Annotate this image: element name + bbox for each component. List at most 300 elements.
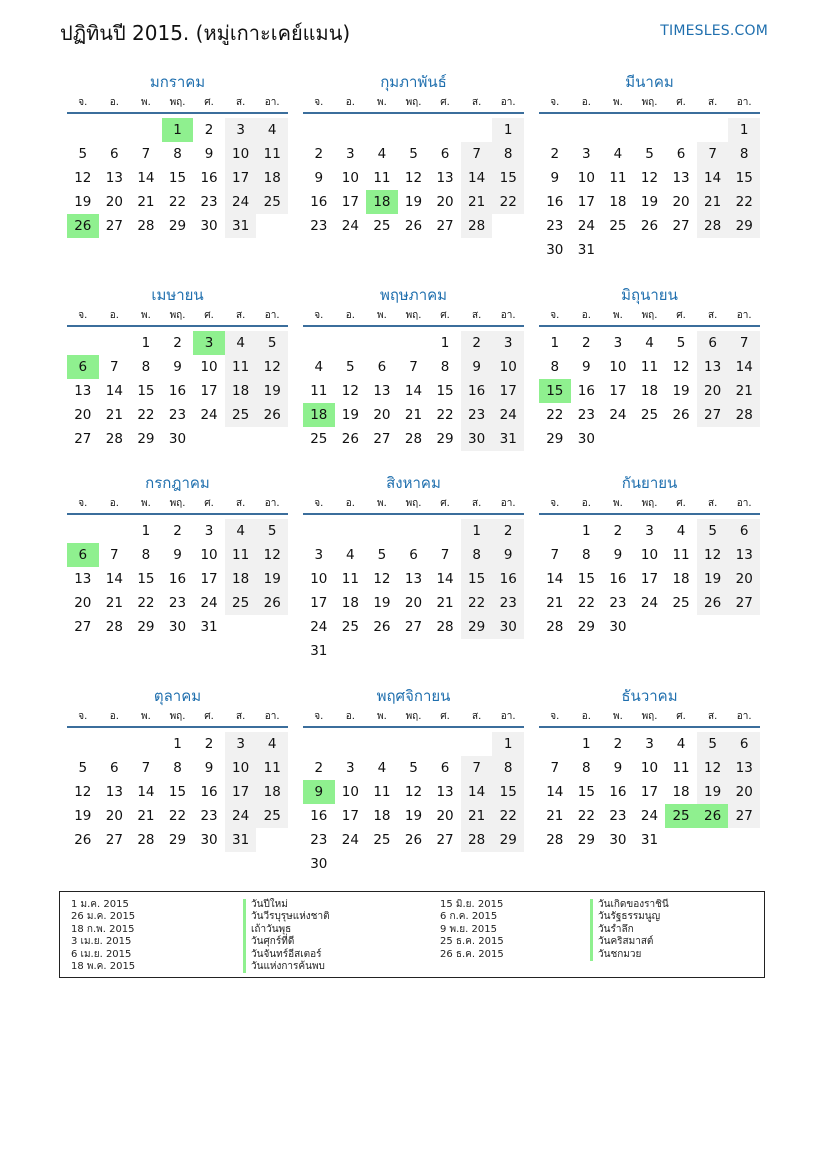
weekday-label: อา. (736, 711, 752, 722)
day-cell: 18 (256, 780, 288, 804)
day-cell: 22 (728, 190, 760, 214)
day-cell: 20 (728, 567, 760, 591)
day-cell: 25 (609, 218, 627, 234)
day-cell: 19 (697, 780, 729, 804)
legend-holiday-name: วันคริสมาสต์ (590, 936, 669, 948)
day-cell: 14 (436, 571, 454, 587)
day-cell: 17 (640, 571, 659, 587)
day-cell: 16 (492, 567, 524, 591)
day-cell: 19 (373, 595, 391, 611)
weekday-label: จ. (78, 310, 88, 321)
day-cell: 22 (137, 407, 155, 423)
day-cell: 21 (105, 595, 123, 611)
day-cell: 9 (173, 359, 182, 375)
month-name: กันยายน (621, 474, 678, 492)
day-cell: 21 (105, 407, 123, 423)
day-cell: 28 (728, 403, 760, 427)
weekday-label: ส. (235, 310, 246, 321)
day-cell: 5 (409, 760, 418, 776)
day-cell: 4 (256, 118, 288, 142)
weekday-label: อ. (109, 498, 119, 509)
day-cell: 18 (672, 784, 690, 800)
day-cell: 2 (461, 331, 493, 355)
weekday-label: จ. (314, 97, 324, 108)
day-cell: 5 (78, 146, 88, 162)
day-cell: 13 (728, 756, 760, 780)
day-cell: 2 (173, 523, 182, 539)
day-cell: 3 (314, 547, 324, 563)
day-cell: 22 (546, 407, 564, 423)
weekday-label: พ. (377, 97, 387, 108)
day-cell: 5 (676, 335, 686, 351)
day-cell: 6 (697, 331, 729, 355)
day-cell: 8 (173, 146, 182, 162)
day-cell: 10 (225, 142, 257, 166)
day-cell: 25 (341, 619, 359, 635)
day-cell: 4 (613, 146, 623, 162)
weekday-label: จ. (314, 310, 324, 321)
day-cell: 28 (461, 828, 493, 852)
day-cell: 3 (645, 523, 654, 539)
day-cell: 24 (341, 832, 359, 848)
day-cell: 13 (74, 571, 92, 587)
day-cell: 15 (577, 571, 595, 587)
day-cell: 16 (609, 571, 627, 587)
day-cell: 24 (310, 619, 328, 635)
day-cell: 19 (74, 194, 92, 210)
day-cell: 27 (436, 218, 454, 234)
day-cell: 22 (168, 194, 187, 210)
legend-holiday-name: วันจันทร์อีสเตอร์ (243, 949, 330, 961)
month-name: มิถุนายน (621, 286, 678, 304)
day-cell: 22 (577, 595, 595, 611)
day-cell: 3 (225, 118, 257, 142)
day-cell: 26 (74, 832, 92, 848)
day-cell: 6 (377, 359, 387, 375)
day-cell: 22 (492, 804, 524, 828)
weekday-label: อา. (264, 498, 280, 509)
day-cell: 13 (373, 383, 391, 399)
day-cell: 4 (377, 760, 387, 776)
day-cell: 13 (672, 170, 690, 186)
day-cell: 7 (110, 547, 119, 563)
day-cell: 2 (582, 335, 591, 351)
legend-dates-col-1 (71, 899, 135, 973)
day-cell: 11 (225, 355, 257, 379)
day-cell: 9 (314, 170, 324, 186)
day-cell: 10 (310, 571, 328, 587)
day-cell: 16 (461, 379, 493, 403)
day-cell: 12 (697, 756, 729, 780)
day-cell: 2 (204, 122, 214, 138)
day-cell: 3 (613, 335, 623, 351)
day-cell: 8 (728, 142, 760, 166)
holiday-cell: 6 (67, 543, 99, 567)
weekday-label: พ. (613, 97, 623, 108)
day-cell: 28 (137, 218, 155, 234)
day-cell: 22 (492, 190, 524, 214)
day-cell: 17 (341, 194, 359, 210)
legend-holiday-name: วันวีรบุรุษแห่งชาติ (243, 911, 330, 923)
day-cell: 9 (492, 543, 524, 567)
day-cell: 18 (640, 383, 659, 399)
day-cell: 16 (310, 808, 328, 824)
holiday-cell: 6 (67, 355, 99, 379)
header-rule (67, 325, 288, 327)
day-cell: 23 (200, 808, 218, 824)
day-cell: 17 (577, 194, 595, 210)
day-cell: 11 (310, 383, 328, 399)
day-cell: 28 (105, 619, 123, 635)
day-cell: 21 (137, 194, 155, 210)
day-cell: 3 (645, 736, 654, 752)
day-cell: 3 (492, 331, 524, 355)
day-cell: 8 (582, 547, 591, 563)
day-cell: 30 (492, 615, 524, 639)
legend-holiday-name: วันชกมวย (590, 949, 669, 961)
day-cell: 11 (256, 142, 288, 166)
weekday-label: ส. (235, 97, 246, 108)
day-cell: 30 (168, 619, 187, 635)
header-rule (303, 726, 524, 728)
day-cell: 11 (225, 543, 257, 567)
holiday-cell: 26 (67, 214, 99, 238)
day-cell: 16 (200, 784, 218, 800)
day-cell: 13 (105, 784, 123, 800)
day-cell: 15 (577, 784, 595, 800)
weekday-label: พฤ. (641, 711, 658, 722)
weekday-label: ศ. (676, 97, 686, 108)
weekday-label: จ. (314, 711, 324, 722)
day-cell: 27 (728, 804, 760, 828)
day-cell: 28 (461, 214, 493, 238)
day-cell: 1 (141, 335, 151, 351)
day-cell: 16 (310, 194, 328, 210)
day-cell: 25 (225, 591, 257, 615)
weekday-label: พฤ. (405, 498, 422, 509)
header-rule (67, 513, 288, 515)
day-cell: 20 (697, 379, 729, 403)
month-name: พฤศจิกายน (376, 687, 451, 705)
day-cell: 14 (697, 166, 729, 190)
day-cell: 29 (461, 615, 493, 639)
weekday-label: ศ. (440, 498, 450, 509)
weekday-label: จ. (314, 498, 324, 509)
day-cell: 25 (373, 218, 391, 234)
day-cell: 25 (373, 832, 391, 848)
day-cell: 14 (546, 784, 564, 800)
day-cell: 21 (697, 190, 729, 214)
day-cell: 23 (310, 218, 328, 234)
day-cell: 1 (141, 523, 151, 539)
day-cell: 29 (546, 431, 564, 447)
day-cell: 27 (74, 619, 92, 635)
day-cell: 5 (409, 146, 418, 162)
day-cell: 5 (377, 547, 387, 563)
day-cell: 19 (404, 808, 423, 824)
day-cell: 11 (640, 359, 659, 375)
day-cell: 26 (697, 591, 729, 615)
day-cell: 19 (256, 567, 288, 591)
weekday-label: จ. (550, 711, 560, 722)
weekday-label: ศ. (440, 310, 450, 321)
day-cell: 18 (609, 194, 627, 210)
weekday-label: อา. (264, 97, 280, 108)
day-cell: 18 (341, 595, 359, 611)
weekday-label: อ. (581, 97, 591, 108)
day-cell: 13 (404, 571, 423, 587)
day-cell: 22 (137, 595, 155, 611)
day-cell: 30 (200, 832, 218, 848)
day-cell: 12 (74, 784, 92, 800)
day-cell: 6 (676, 146, 686, 162)
day-cell: 18 (373, 808, 391, 824)
day-cell: 20 (105, 194, 123, 210)
day-cell: 25 (672, 595, 690, 611)
header-rule (303, 325, 524, 327)
weekday-label: อ. (345, 310, 355, 321)
day-cell: 20 (672, 194, 690, 210)
legend-holiday-name: วันศุกร์ที่ดี (243, 936, 330, 948)
weekday-label: พฤ. (169, 711, 186, 722)
day-cell: 15 (492, 166, 524, 190)
weekday-label: อา. (500, 97, 516, 108)
weekday-label: ส. (707, 97, 718, 108)
day-cell: 7 (697, 142, 729, 166)
day-cell: 11 (672, 760, 690, 776)
day-cell: 29 (168, 218, 187, 234)
day-cell: 8 (492, 142, 524, 166)
weekday-label: พ. (141, 97, 151, 108)
holiday-cell: 1 (162, 118, 194, 142)
weekday-label: ส. (471, 97, 482, 108)
day-cell: 8 (550, 359, 560, 375)
day-cell: 29 (137, 619, 155, 635)
day-cell: 26 (341, 431, 359, 447)
day-cell: 1 (173, 736, 182, 752)
day-cell: 11 (373, 170, 391, 186)
day-cell: 23 (546, 218, 564, 234)
weekday-label: อ. (345, 498, 355, 509)
day-cell: 4 (225, 519, 257, 543)
weekday-label: อ. (581, 310, 591, 321)
day-cell: 12 (672, 359, 690, 375)
day-cell: 15 (137, 383, 155, 399)
day-cell: 3 (225, 732, 257, 756)
day-cell: 21 (461, 804, 493, 828)
day-cell: 4 (225, 331, 257, 355)
weekday-label: พ. (377, 310, 387, 321)
day-cell: 5 (697, 732, 729, 756)
day-cell: 25 (310, 431, 328, 447)
day-cell: 29 (728, 214, 760, 238)
month-name: ตุลาคม (153, 687, 202, 705)
weekday-label: อ. (581, 711, 591, 722)
weekday-label: อ. (109, 97, 119, 108)
day-cell: 25 (225, 403, 257, 427)
day-cell: 26 (256, 591, 288, 615)
day-cell: 28 (137, 832, 155, 848)
day-cell: 7 (409, 359, 418, 375)
day-cell: 20 (436, 808, 454, 824)
day-cell: 19 (341, 407, 359, 423)
day-cell: 10 (640, 760, 659, 776)
legend-date: 9 พ.ย. 2015 (440, 923, 497, 935)
day-cell: 8 (461, 543, 493, 567)
day-cell: 15 (436, 383, 454, 399)
day-cell: 13 (697, 355, 729, 379)
legend-names-col-1 (243, 899, 330, 973)
day-cell: 5 (256, 519, 288, 543)
day-cell: 30 (168, 431, 187, 447)
weekday-label: พฤ. (405, 711, 422, 722)
weekday-label: จ. (550, 310, 560, 321)
legend-date: 18 ก.พ. 2015 (71, 923, 135, 935)
day-cell: 14 (404, 383, 423, 399)
day-cell: 9 (204, 760, 214, 776)
legend-date: 6 เม.ย. 2015 (71, 948, 132, 960)
weekday-label: พฤ. (641, 498, 658, 509)
header-rule (67, 726, 288, 728)
day-cell: 2 (173, 335, 182, 351)
day-cell: 21 (404, 407, 423, 423)
day-cell: 20 (404, 595, 423, 611)
day-cell: 2 (314, 146, 324, 162)
day-cell: 14 (728, 355, 760, 379)
day-cell: 22 (168, 808, 187, 824)
day-cell: 1 (582, 736, 591, 752)
day-cell: 20 (105, 808, 123, 824)
legend-holiday-name: วันรัฐธรรมนูญ (590, 911, 669, 923)
day-cell: 31 (492, 427, 524, 451)
day-cell: 10 (640, 547, 659, 563)
day-cell: 25 (256, 190, 288, 214)
legend-holiday-name: วันปีใหม่ (243, 899, 330, 911)
day-cell: 1 (728, 118, 760, 142)
day-cell: 18 (225, 379, 257, 403)
day-cell: 2 (613, 736, 623, 752)
day-cell: 13 (436, 784, 454, 800)
weekday-label: ส. (471, 711, 482, 722)
day-cell: 17 (225, 780, 257, 804)
day-cell: 24 (492, 403, 524, 427)
legend-date: 25 ธ.ค. 2015 (440, 936, 504, 948)
day-cell: 22 (436, 407, 454, 423)
day-cell: 7 (141, 760, 151, 776)
day-cell: 15 (492, 780, 524, 804)
weekday-label: อา. (264, 711, 280, 722)
weekday-label: ส. (707, 310, 718, 321)
day-cell: 20 (728, 780, 760, 804)
month-name: สิงหาคม (386, 474, 441, 492)
day-cell: 23 (200, 194, 218, 210)
day-cell: 28 (436, 619, 454, 635)
weekday-label: พ. (377, 498, 387, 509)
weekday-label: ศ. (204, 310, 214, 321)
weekday-label: พ. (141, 310, 151, 321)
day-cell: 26 (373, 619, 391, 635)
header-rule (539, 513, 760, 515)
day-cell: 7 (141, 146, 151, 162)
site-brand[interactable]: TIMESLES.COM (660, 23, 768, 39)
day-cell: 3 (346, 760, 355, 776)
weekday-label: จ. (78, 711, 88, 722)
day-cell: 21 (728, 379, 760, 403)
day-cell: 16 (577, 383, 595, 399)
legend-holiday-name: วันแห่งการค้นพบ (243, 961, 330, 973)
day-cell: 21 (436, 595, 454, 611)
day-cell: 12 (341, 383, 359, 399)
day-cell: 4 (377, 146, 387, 162)
day-cell: 27 (728, 591, 760, 615)
weekday-label: พ. (613, 498, 623, 509)
weekday-label: อา. (500, 310, 516, 321)
day-cell: 23 (168, 595, 187, 611)
day-cell: 24 (577, 218, 595, 234)
day-cell: 30 (609, 832, 627, 848)
day-cell: 13 (436, 170, 454, 186)
weekday-label: ศ. (440, 711, 450, 722)
weekday-label: จ. (550, 498, 560, 509)
day-cell: 12 (256, 543, 288, 567)
day-cell: 9 (613, 760, 623, 776)
day-cell: 1 (440, 335, 450, 351)
month-name: ธันวาคม (621, 687, 678, 705)
weekday-label: พฤ. (169, 97, 186, 108)
holiday-cell: 26 (697, 804, 729, 828)
day-cell: 29 (577, 619, 595, 635)
weekday-label: จ. (550, 97, 560, 108)
month-name: มีนาคม (625, 73, 674, 91)
day-cell: 16 (546, 194, 564, 210)
day-cell: 14 (105, 383, 123, 399)
weekday-label: อา. (500, 498, 516, 509)
day-cell: 23 (461, 403, 493, 427)
weekday-label: อา. (736, 498, 752, 509)
header-rule (539, 325, 760, 327)
day-cell: 1 (550, 335, 560, 351)
day-cell: 6 (110, 760, 119, 776)
day-cell: 27 (373, 431, 391, 447)
holiday-cell: 9 (303, 780, 335, 804)
day-cell: 4 (676, 736, 686, 752)
day-cell: 9 (582, 359, 591, 375)
day-cell: 15 (168, 170, 187, 186)
holiday-cell: 18 (303, 403, 335, 427)
day-cell: 20 (74, 407, 92, 423)
day-cell: 26 (672, 407, 690, 423)
legend-date: 3 เม.ย. 2015 (71, 936, 132, 948)
day-cell: 26 (404, 832, 423, 848)
day-cell: 14 (546, 571, 564, 587)
holiday-cell: 18 (366, 190, 398, 214)
day-cell: 21 (546, 595, 564, 611)
weekday-label: ศ. (676, 711, 686, 722)
day-cell: 30 (609, 619, 627, 635)
day-cell: 24 (341, 218, 359, 234)
day-cell: 31 (200, 619, 218, 635)
day-cell: 10 (200, 359, 218, 375)
day-cell: 7 (550, 760, 560, 776)
day-cell: 8 (582, 760, 591, 776)
day-cell: 8 (141, 359, 151, 375)
day-cell: 1 (582, 523, 591, 539)
weekday-label: ส. (235, 498, 246, 509)
weekday-label: พฤ. (169, 310, 186, 321)
day-cell: 9 (613, 547, 623, 563)
weekday-label: พฤ. (641, 97, 658, 108)
day-cell: 10 (200, 547, 218, 563)
